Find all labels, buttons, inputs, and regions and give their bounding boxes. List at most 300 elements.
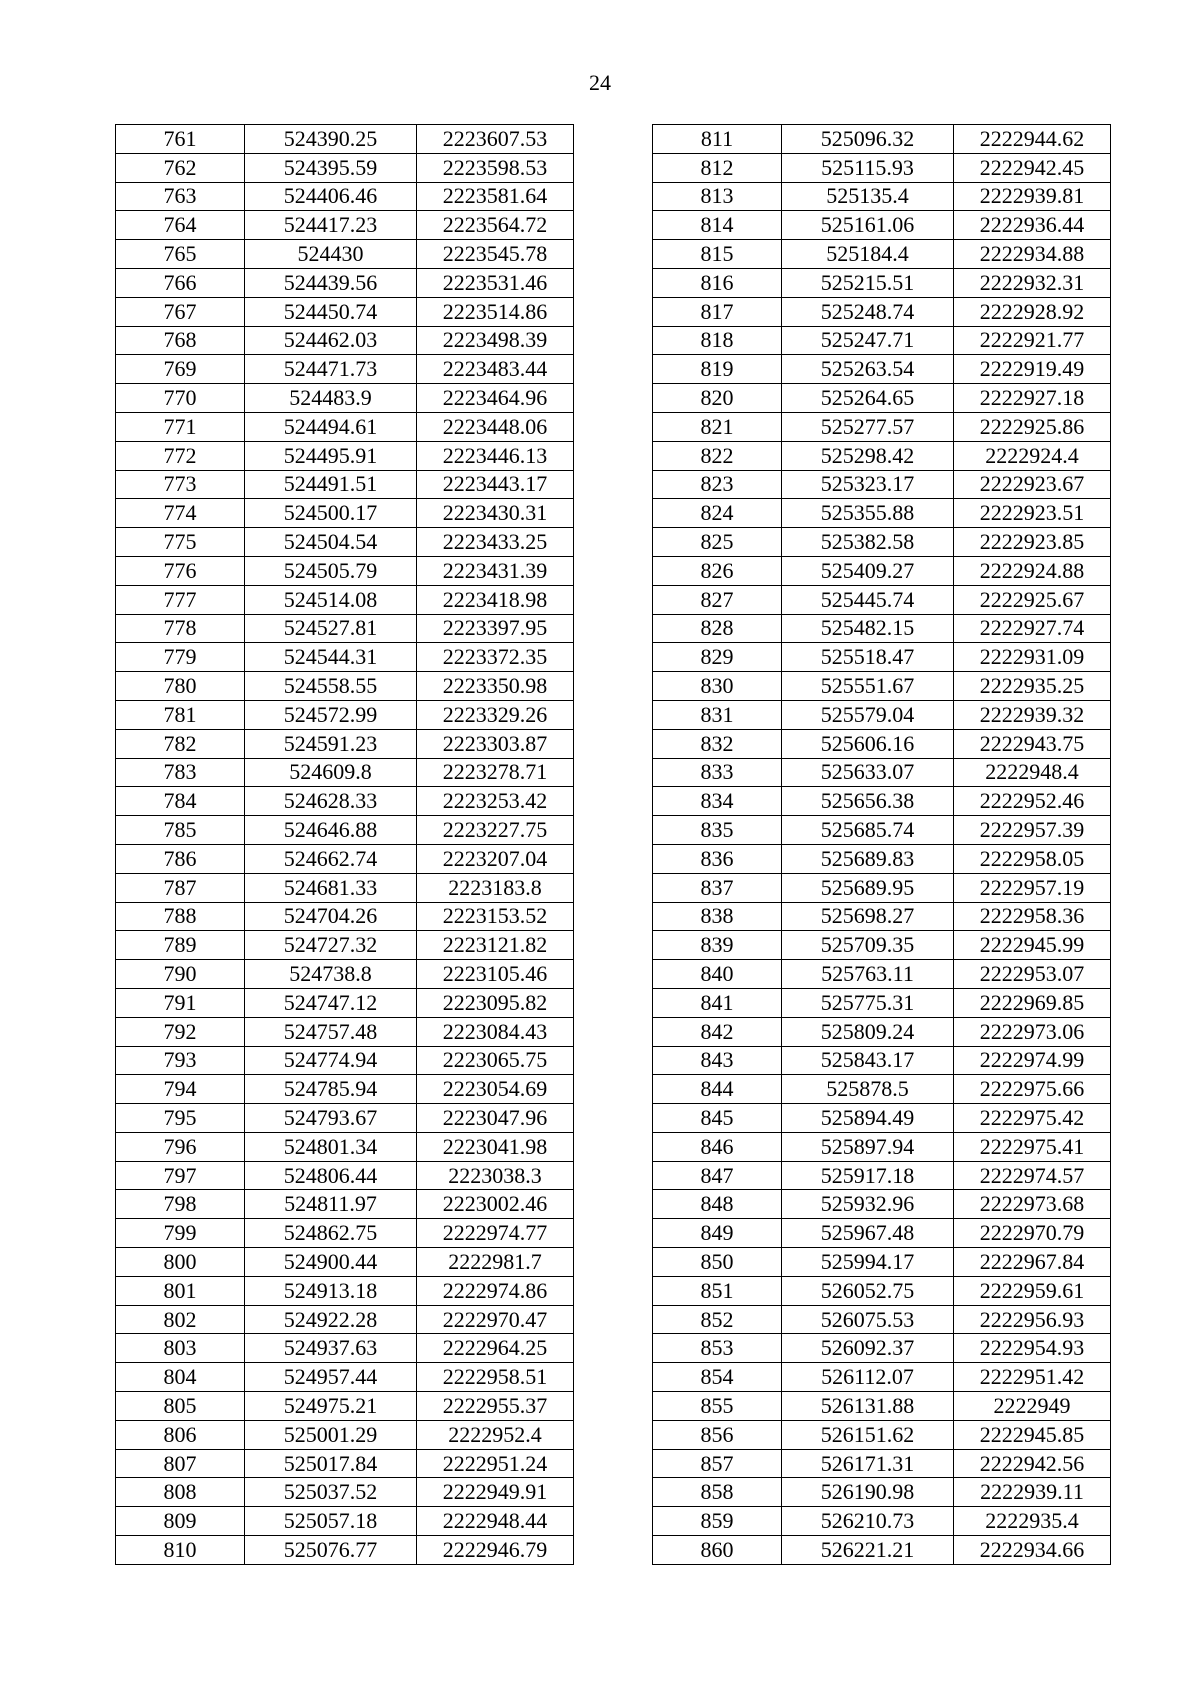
point-number-cell: 799 xyxy=(116,1219,245,1248)
point-number-cell: 837 xyxy=(653,873,782,902)
point-number-cell: 834 xyxy=(653,787,782,816)
y-coordinate-cell: 2222935.25 xyxy=(954,672,1111,701)
x-coordinate-cell: 524495.91 xyxy=(245,441,417,470)
x-coordinate-cell: 525709.35 xyxy=(782,931,954,960)
x-coordinate-cell: 526131.88 xyxy=(782,1392,954,1421)
point-number-cell: 777 xyxy=(116,585,245,614)
y-coordinate-cell: 2222949.91 xyxy=(417,1478,574,1507)
x-coordinate-cell: 525076.77 xyxy=(245,1536,417,1565)
table-row xyxy=(116,240,574,269)
y-coordinate-cell: 2222942.56 xyxy=(954,1449,1111,1478)
table-row xyxy=(653,787,1111,816)
y-coordinate-cell: 2222967.84 xyxy=(954,1248,1111,1277)
x-coordinate-cell: 524494.61 xyxy=(245,412,417,441)
y-coordinate-cell: 2223581.64 xyxy=(417,182,574,211)
y-coordinate-cell: 2222953.07 xyxy=(954,960,1111,989)
x-coordinate-cell: 525409.27 xyxy=(782,556,954,585)
point-number-cell: 805 xyxy=(116,1392,245,1421)
x-coordinate-cell: 524681.33 xyxy=(245,873,417,902)
y-coordinate-cell: 2223350.98 xyxy=(417,672,574,701)
point-number-cell: 818 xyxy=(653,326,782,355)
y-coordinate-cell: 2222949 xyxy=(954,1392,1111,1421)
point-number-cell: 831 xyxy=(653,700,782,729)
y-coordinate-cell: 2222948.44 xyxy=(417,1507,574,1536)
y-coordinate-cell: 2222951.42 xyxy=(954,1363,1111,1392)
table-row xyxy=(653,499,1111,528)
point-number-cell: 827 xyxy=(653,585,782,614)
table-row xyxy=(116,1075,574,1104)
x-coordinate-cell: 525355.88 xyxy=(782,499,954,528)
x-coordinate-cell: 525277.57 xyxy=(782,412,954,441)
point-number-cell: 841 xyxy=(653,988,782,1017)
y-coordinate-cell: 2223278.71 xyxy=(417,758,574,787)
x-coordinate-cell: 524514.08 xyxy=(245,585,417,614)
x-coordinate-cell: 525763.11 xyxy=(782,960,954,989)
coordinates-table-left xyxy=(115,124,574,1565)
x-coordinate-cell: 525445.74 xyxy=(782,585,954,614)
point-number-cell: 782 xyxy=(116,729,245,758)
x-coordinate-cell: 524862.75 xyxy=(245,1219,417,1248)
table-row xyxy=(653,844,1111,873)
y-coordinate-cell: 2223041.98 xyxy=(417,1132,574,1161)
table-row xyxy=(116,1392,574,1421)
point-number-cell: 798 xyxy=(116,1190,245,1219)
point-number-cell: 803 xyxy=(116,1334,245,1363)
x-coordinate-cell: 526112.07 xyxy=(782,1363,954,1392)
table-row xyxy=(116,326,574,355)
y-coordinate-cell: 2222958.36 xyxy=(954,902,1111,931)
y-coordinate-cell: 2222964.25 xyxy=(417,1334,574,1363)
point-number-cell: 850 xyxy=(653,1248,782,1277)
x-coordinate-cell: 526190.98 xyxy=(782,1478,954,1507)
table-row xyxy=(116,1104,574,1133)
table-row xyxy=(116,1334,574,1363)
x-coordinate-cell: 525579.04 xyxy=(782,700,954,729)
point-number-cell: 787 xyxy=(116,873,245,902)
table-row xyxy=(116,1132,574,1161)
x-coordinate-cell: 526221.21 xyxy=(782,1536,954,1565)
y-coordinate-cell: 2222927.74 xyxy=(954,614,1111,643)
y-coordinate-cell: 2223446.13 xyxy=(417,441,574,470)
x-coordinate-cell: 524975.21 xyxy=(245,1392,417,1421)
y-coordinate-cell: 2222958.05 xyxy=(954,844,1111,873)
table-row xyxy=(653,873,1111,902)
point-number-cell: 844 xyxy=(653,1075,782,1104)
point-number-cell: 826 xyxy=(653,556,782,585)
point-number-cell: 778 xyxy=(116,614,245,643)
x-coordinate-cell: 525878.5 xyxy=(782,1075,954,1104)
table-row xyxy=(116,1248,574,1277)
point-number-cell: 774 xyxy=(116,499,245,528)
y-coordinate-cell: 2223431.39 xyxy=(417,556,574,585)
point-number-cell: 858 xyxy=(653,1478,782,1507)
x-coordinate-cell: 525184.4 xyxy=(782,240,954,269)
page-number: 24 xyxy=(589,70,611,95)
x-coordinate-cell: 525518.47 xyxy=(782,643,954,672)
table-row xyxy=(116,1363,574,1392)
x-coordinate-cell: 525298.42 xyxy=(782,441,954,470)
point-number-cell: 786 xyxy=(116,844,245,873)
y-coordinate-cell: 2223065.75 xyxy=(417,1046,574,1075)
table-row xyxy=(116,182,574,211)
table-row xyxy=(116,700,574,729)
table-row xyxy=(116,268,574,297)
table-row xyxy=(653,758,1111,787)
table-row xyxy=(653,672,1111,701)
x-coordinate-cell: 526075.53 xyxy=(782,1305,954,1334)
x-coordinate-cell: 525115.93 xyxy=(782,153,954,182)
x-coordinate-cell: 525698.27 xyxy=(782,902,954,931)
y-coordinate-cell: 2222959.61 xyxy=(954,1276,1111,1305)
x-coordinate-cell: 524704.26 xyxy=(245,902,417,931)
table-row xyxy=(653,700,1111,729)
table-row xyxy=(653,441,1111,470)
table-row xyxy=(116,1478,574,1507)
table-row xyxy=(116,1276,574,1305)
table-row xyxy=(116,528,574,557)
table-row xyxy=(653,585,1111,614)
y-coordinate-cell: 2222928.92 xyxy=(954,297,1111,326)
table-row xyxy=(653,1276,1111,1305)
point-number-cell: 838 xyxy=(653,902,782,931)
y-coordinate-cell: 2222919.49 xyxy=(954,355,1111,384)
y-coordinate-cell: 2223038.3 xyxy=(417,1161,574,1190)
x-coordinate-cell: 524500.17 xyxy=(245,499,417,528)
x-coordinate-cell: 525057.18 xyxy=(245,1507,417,1536)
y-coordinate-cell: 2223498.39 xyxy=(417,326,574,355)
point-number-cell: 775 xyxy=(116,528,245,557)
table-row xyxy=(653,268,1111,297)
table-row xyxy=(116,499,574,528)
point-number-cell: 812 xyxy=(653,153,782,182)
x-coordinate-cell: 525551.67 xyxy=(782,672,954,701)
x-coordinate-cell: 524785.94 xyxy=(245,1075,417,1104)
point-number-cell: 860 xyxy=(653,1536,782,1565)
y-coordinate-cell: 2222932.31 xyxy=(954,268,1111,297)
y-coordinate-cell: 2222942.45 xyxy=(954,153,1111,182)
y-coordinate-cell: 2222952.46 xyxy=(954,787,1111,816)
x-coordinate-cell: 524774.94 xyxy=(245,1046,417,1075)
point-number-cell: 824 xyxy=(653,499,782,528)
table-row xyxy=(116,844,574,873)
point-number-cell: 846 xyxy=(653,1132,782,1161)
y-coordinate-cell: 2222945.85 xyxy=(954,1420,1111,1449)
table-row xyxy=(653,153,1111,182)
point-number-cell: 788 xyxy=(116,902,245,931)
x-coordinate-cell: 525917.18 xyxy=(782,1161,954,1190)
table-row xyxy=(116,1507,574,1536)
y-coordinate-cell: 2222934.88 xyxy=(954,240,1111,269)
x-coordinate-cell: 525215.51 xyxy=(782,268,954,297)
table-row xyxy=(116,1536,574,1565)
point-number-cell: 859 xyxy=(653,1507,782,1536)
y-coordinate-cell: 2222955.37 xyxy=(417,1392,574,1421)
table-row xyxy=(116,556,574,585)
point-number-cell: 849 xyxy=(653,1219,782,1248)
x-coordinate-cell: 524395.59 xyxy=(245,153,417,182)
x-coordinate-cell: 525689.83 xyxy=(782,844,954,873)
table-row xyxy=(653,412,1111,441)
y-coordinate-cell: 2223607.53 xyxy=(417,125,574,154)
point-number-cell: 816 xyxy=(653,268,782,297)
x-coordinate-cell: 526210.73 xyxy=(782,1507,954,1536)
y-coordinate-cell: 2223105.46 xyxy=(417,960,574,989)
y-coordinate-cell: 2222946.79 xyxy=(417,1536,574,1565)
point-number-cell: 807 xyxy=(116,1449,245,1478)
point-number-cell: 820 xyxy=(653,384,782,413)
y-coordinate-cell: 2222973.06 xyxy=(954,1017,1111,1046)
table-row xyxy=(116,1449,574,1478)
x-coordinate-cell: 525932.96 xyxy=(782,1190,954,1219)
y-coordinate-cell: 2222945.99 xyxy=(954,931,1111,960)
table-row xyxy=(653,1017,1111,1046)
point-number-cell: 795 xyxy=(116,1104,245,1133)
point-number-cell: 855 xyxy=(653,1392,782,1421)
x-coordinate-cell: 524957.44 xyxy=(245,1363,417,1392)
table-row xyxy=(116,355,574,384)
y-coordinate-cell: 2222936.44 xyxy=(954,211,1111,240)
y-coordinate-cell: 2222921.77 xyxy=(954,326,1111,355)
y-coordinate-cell: 2222974.57 xyxy=(954,1161,1111,1190)
x-coordinate-cell: 524757.48 xyxy=(245,1017,417,1046)
y-coordinate-cell: 2222923.67 xyxy=(954,470,1111,499)
table-row xyxy=(116,441,574,470)
y-coordinate-cell: 2223372.35 xyxy=(417,643,574,672)
x-coordinate-cell: 525001.29 xyxy=(245,1420,417,1449)
x-coordinate-cell: 524747.12 xyxy=(245,988,417,1017)
y-coordinate-cell: 2223531.46 xyxy=(417,268,574,297)
point-number-cell: 779 xyxy=(116,643,245,672)
point-number-cell: 809 xyxy=(116,1507,245,1536)
point-number-cell: 852 xyxy=(653,1305,782,1334)
point-number-cell: 804 xyxy=(116,1363,245,1392)
point-number-cell: 784 xyxy=(116,787,245,816)
x-coordinate-cell: 524609.8 xyxy=(245,758,417,787)
table-row xyxy=(116,1305,574,1334)
y-coordinate-cell: 2222975.42 xyxy=(954,1104,1111,1133)
table-row xyxy=(653,1046,1111,1075)
x-coordinate-cell: 525264.65 xyxy=(782,384,954,413)
table-row xyxy=(653,643,1111,672)
y-coordinate-cell: 2222939.32 xyxy=(954,700,1111,729)
table-row xyxy=(116,1161,574,1190)
table-row xyxy=(116,125,574,154)
point-number-cell: 817 xyxy=(653,297,782,326)
point-number-cell: 802 xyxy=(116,1305,245,1334)
y-coordinate-cell: 2222958.51 xyxy=(417,1363,574,1392)
x-coordinate-cell: 525894.49 xyxy=(782,1104,954,1133)
table-row xyxy=(653,470,1111,499)
table-row xyxy=(116,960,574,989)
y-coordinate-cell: 2222944.62 xyxy=(954,125,1111,154)
table-row xyxy=(653,297,1111,326)
table-row xyxy=(116,931,574,960)
x-coordinate-cell: 525037.52 xyxy=(245,1478,417,1507)
x-coordinate-cell: 524558.55 xyxy=(245,672,417,701)
point-number-cell: 839 xyxy=(653,931,782,960)
point-number-cell: 763 xyxy=(116,182,245,211)
y-coordinate-cell: 2222981.7 xyxy=(417,1248,574,1277)
y-coordinate-cell: 2222973.68 xyxy=(954,1190,1111,1219)
table-row xyxy=(653,1161,1111,1190)
table-row xyxy=(653,960,1111,989)
table-row xyxy=(653,931,1111,960)
point-number-cell: 843 xyxy=(653,1046,782,1075)
table-row xyxy=(653,988,1111,1017)
y-coordinate-cell: 2223483.44 xyxy=(417,355,574,384)
x-coordinate-cell: 524922.28 xyxy=(245,1305,417,1334)
x-coordinate-cell: 524527.81 xyxy=(245,614,417,643)
point-number-cell: 785 xyxy=(116,816,245,845)
y-coordinate-cell: 2222954.93 xyxy=(954,1334,1111,1363)
point-number-cell: 857 xyxy=(653,1449,782,1478)
x-coordinate-cell: 524544.31 xyxy=(245,643,417,672)
point-number-cell: 821 xyxy=(653,412,782,441)
point-number-cell: 796 xyxy=(116,1132,245,1161)
point-number-cell: 828 xyxy=(653,614,782,643)
y-coordinate-cell: 2223397.95 xyxy=(417,614,574,643)
point-number-cell: 781 xyxy=(116,700,245,729)
table-row xyxy=(653,182,1111,211)
table-row xyxy=(653,1392,1111,1421)
y-coordinate-cell: 2223418.98 xyxy=(417,585,574,614)
table-row xyxy=(116,643,574,672)
x-coordinate-cell: 524483.9 xyxy=(245,384,417,413)
y-coordinate-cell: 2222970.47 xyxy=(417,1305,574,1334)
y-coordinate-cell: 2223564.72 xyxy=(417,211,574,240)
y-coordinate-cell: 2222970.79 xyxy=(954,1219,1111,1248)
y-coordinate-cell: 2222939.81 xyxy=(954,182,1111,211)
y-coordinate-cell: 2223207.04 xyxy=(417,844,574,873)
point-number-cell: 792 xyxy=(116,1017,245,1046)
x-coordinate-cell: 525685.74 xyxy=(782,816,954,845)
point-number-cell: 819 xyxy=(653,355,782,384)
point-number-cell: 811 xyxy=(653,125,782,154)
point-number-cell: 808 xyxy=(116,1478,245,1507)
x-coordinate-cell: 525775.31 xyxy=(782,988,954,1017)
point-number-cell: 764 xyxy=(116,211,245,240)
point-number-cell: 773 xyxy=(116,470,245,499)
y-coordinate-cell: 2223227.75 xyxy=(417,816,574,845)
y-coordinate-cell: 2223329.26 xyxy=(417,700,574,729)
x-coordinate-cell: 524390.25 xyxy=(245,125,417,154)
x-coordinate-cell: 524406.46 xyxy=(245,182,417,211)
table-row xyxy=(116,816,574,845)
x-coordinate-cell: 525656.38 xyxy=(782,787,954,816)
point-number-cell: 770 xyxy=(116,384,245,413)
x-coordinate-cell: 525382.58 xyxy=(782,528,954,557)
x-coordinate-cell: 525248.74 xyxy=(782,297,954,326)
table-row xyxy=(653,1132,1111,1161)
y-coordinate-cell: 2222948.4 xyxy=(954,758,1111,787)
point-number-cell: 769 xyxy=(116,355,245,384)
table-row xyxy=(653,326,1111,355)
y-coordinate-cell: 2223430.31 xyxy=(417,499,574,528)
x-coordinate-cell: 524430 xyxy=(245,240,417,269)
table-row xyxy=(653,1536,1111,1565)
table-row xyxy=(116,1046,574,1075)
y-coordinate-cell: 2223448.06 xyxy=(417,412,574,441)
point-number-cell: 842 xyxy=(653,1017,782,1046)
table-row xyxy=(116,412,574,441)
table-row xyxy=(116,614,574,643)
point-number-cell: 829 xyxy=(653,643,782,672)
point-number-cell: 830 xyxy=(653,672,782,701)
table-row xyxy=(653,528,1111,557)
point-number-cell: 776 xyxy=(116,556,245,585)
y-coordinate-cell: 2222975.41 xyxy=(954,1132,1111,1161)
point-number-cell: 797 xyxy=(116,1161,245,1190)
y-coordinate-cell: 2223253.42 xyxy=(417,787,574,816)
x-coordinate-cell: 524913.18 xyxy=(245,1276,417,1305)
table-row xyxy=(116,902,574,931)
point-number-cell: 847 xyxy=(653,1161,782,1190)
table-row xyxy=(653,211,1111,240)
point-number-cell: 840 xyxy=(653,960,782,989)
y-coordinate-cell: 2222924.88 xyxy=(954,556,1111,585)
point-number-cell: 848 xyxy=(653,1190,782,1219)
point-number-cell: 765 xyxy=(116,240,245,269)
x-coordinate-cell: 524417.23 xyxy=(245,211,417,240)
x-coordinate-cell: 525263.54 xyxy=(782,355,954,384)
table-row xyxy=(116,1219,574,1248)
y-coordinate-cell: 2223545.78 xyxy=(417,240,574,269)
y-coordinate-cell: 2222957.19 xyxy=(954,873,1111,902)
y-coordinate-cell: 2223095.82 xyxy=(417,988,574,1017)
y-coordinate-cell: 2222924.4 xyxy=(954,441,1111,470)
table-row xyxy=(116,787,574,816)
x-coordinate-cell: 525633.07 xyxy=(782,758,954,787)
x-coordinate-cell: 524628.33 xyxy=(245,787,417,816)
x-coordinate-cell: 525809.24 xyxy=(782,1017,954,1046)
y-coordinate-cell: 2222923.85 xyxy=(954,528,1111,557)
x-coordinate-cell: 525247.71 xyxy=(782,326,954,355)
x-coordinate-cell: 525161.06 xyxy=(782,211,954,240)
y-coordinate-cell: 2223047.96 xyxy=(417,1104,574,1133)
y-coordinate-cell: 2222923.51 xyxy=(954,499,1111,528)
y-coordinate-cell: 2222951.24 xyxy=(417,1449,574,1478)
x-coordinate-cell: 524462.03 xyxy=(245,326,417,355)
x-coordinate-cell: 525843.17 xyxy=(782,1046,954,1075)
point-number-cell: 766 xyxy=(116,268,245,297)
table-row xyxy=(653,384,1111,413)
x-coordinate-cell: 524662.74 xyxy=(245,844,417,873)
table-row xyxy=(116,873,574,902)
point-number-cell: 845 xyxy=(653,1104,782,1133)
table-row xyxy=(653,125,1111,154)
x-coordinate-cell: 525096.32 xyxy=(782,125,954,154)
x-coordinate-cell: 524900.44 xyxy=(245,1248,417,1277)
y-coordinate-cell: 2223054.69 xyxy=(417,1075,574,1104)
point-number-cell: 854 xyxy=(653,1363,782,1392)
table-row xyxy=(653,1449,1111,1478)
table-row xyxy=(116,1190,574,1219)
point-number-cell: 800 xyxy=(116,1248,245,1277)
y-coordinate-cell: 2222956.93 xyxy=(954,1305,1111,1334)
x-coordinate-cell: 525135.4 xyxy=(782,182,954,211)
table-row xyxy=(653,1363,1111,1392)
point-number-cell: 794 xyxy=(116,1075,245,1104)
table-row xyxy=(116,1017,574,1046)
table-row xyxy=(116,211,574,240)
point-number-cell: 793 xyxy=(116,1046,245,1075)
x-coordinate-cell: 525482.15 xyxy=(782,614,954,643)
y-coordinate-cell: 2222939.11 xyxy=(954,1478,1111,1507)
y-coordinate-cell: 2222974.86 xyxy=(417,1276,574,1305)
table-row xyxy=(116,1420,574,1449)
x-coordinate-cell: 525017.84 xyxy=(245,1449,417,1478)
y-coordinate-cell: 2222934.66 xyxy=(954,1536,1111,1565)
